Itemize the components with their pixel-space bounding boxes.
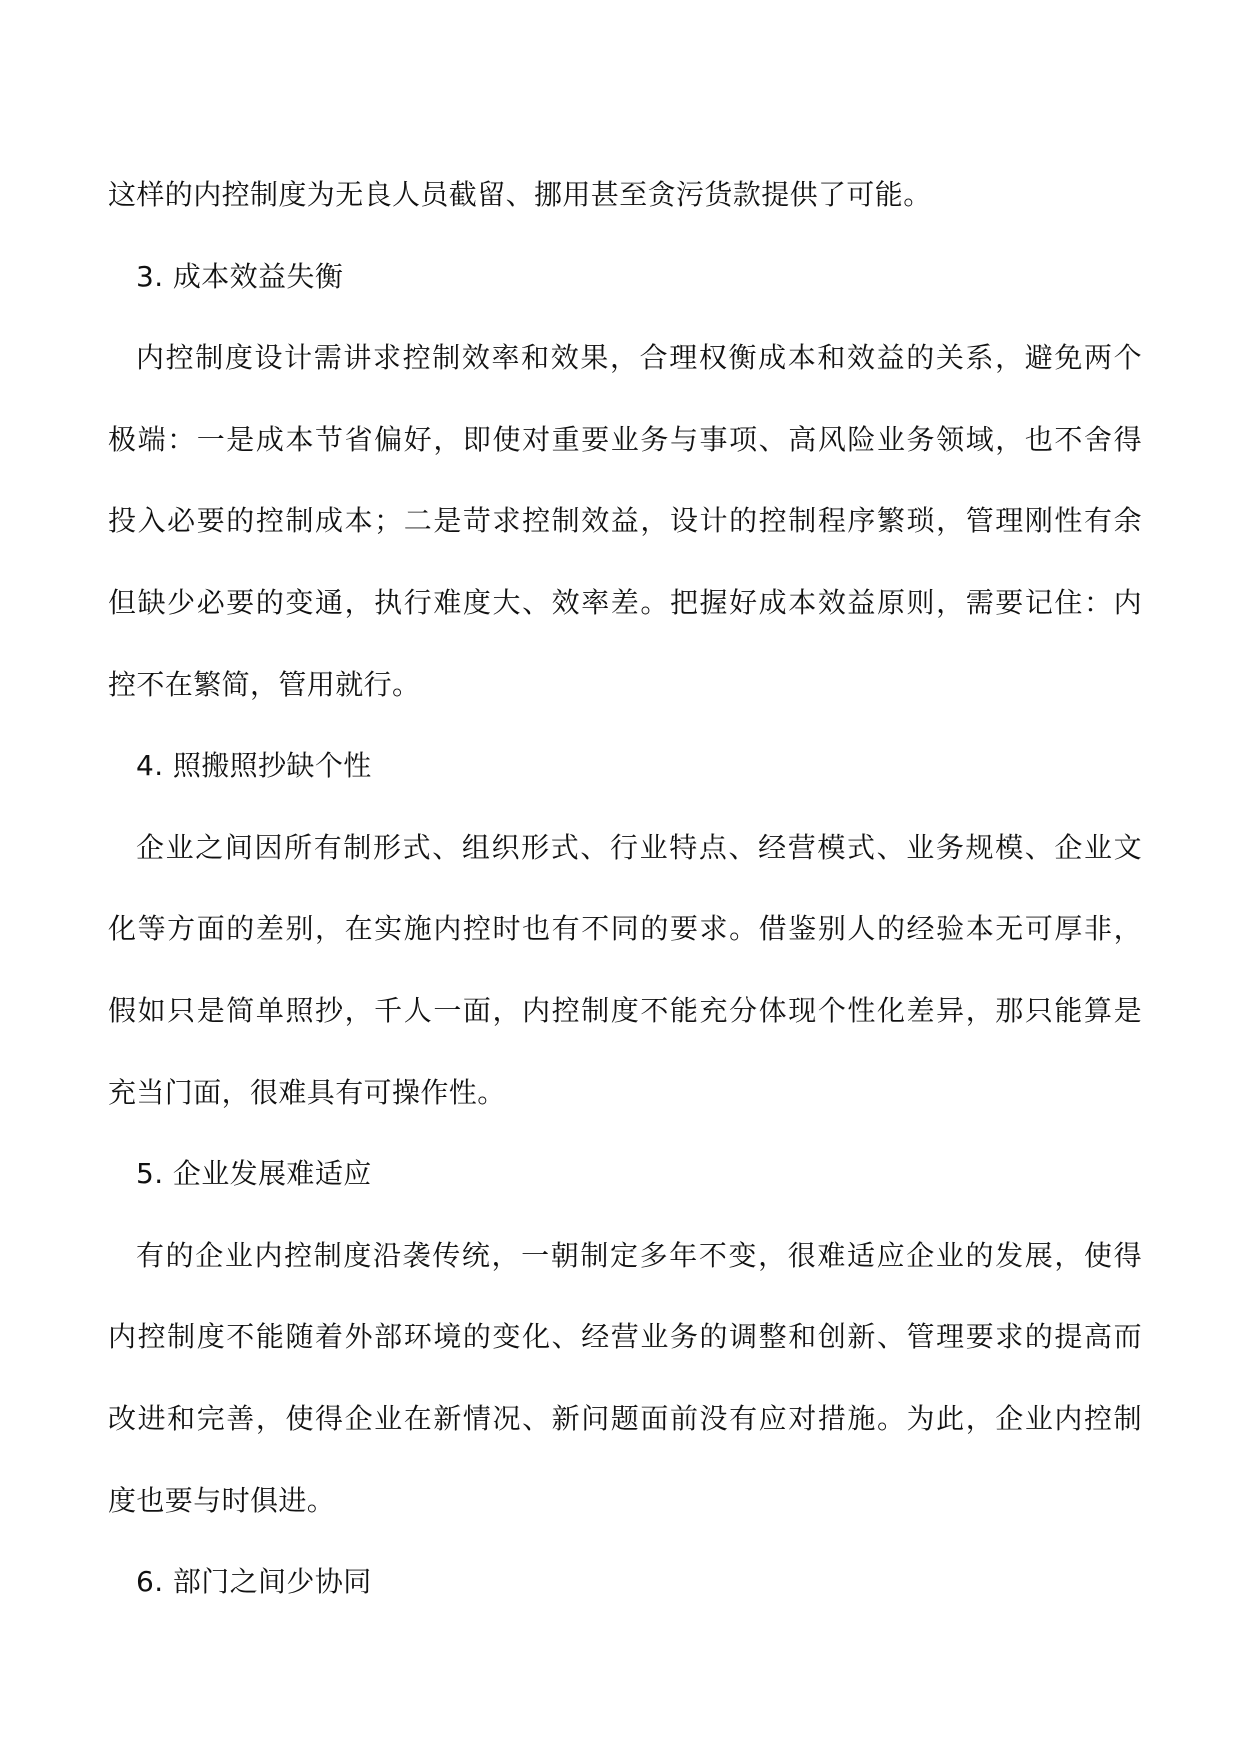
- section-heading: 6. 部门之间少协同: [136, 1565, 372, 1599]
- paragraph-line: 内控制度设计需讲求控制效率和效果，合理权衡成本和效益的关系，避免两个: [136, 341, 1142, 375]
- paragraph-line: 假如只是简单照抄，千人一面，内控制度不能充分体现个性化差异，那只能算是: [108, 993, 1142, 1027]
- paragraph-line: 但缺少必要的变通，执行难度大、效率差。把握好成本效益原则，需要记住：内: [108, 585, 1142, 619]
- paragraph-line: 极端：一是成本节省偏好，即使对重要业务与事项、高风险业务领域，也不舍得: [108, 422, 1142, 456]
- section-heading: 3. 成本效益失衡: [136, 259, 344, 293]
- document-body: [108, 154, 1142, 1623]
- paragraph-line: 企业之间因所有制形式、组织形式、行业特点、经营模式、业务规模、企业文: [136, 830, 1142, 864]
- section-heading: 5. 企业发展难适应: [136, 1157, 372, 1191]
- paragraph-line: 内控制度不能随着外部环境的变化、经营业务的调整和创新、管理要求的提高而: [108, 1320, 1142, 1354]
- paragraph-line: 化等方面的差别，在实施内控时也有不同的要求。借鉴别人的经验本无可厚非，: [108, 912, 1142, 946]
- paragraph-line: 投入必要的控制成本；二是苛求控制效益，设计的控制程序繁琐，管理刚性有余: [108, 504, 1142, 538]
- paragraph-line: 度也要与时俱进。: [108, 1483, 336, 1517]
- paragraph-line: 控不在繁简，管用就行。: [108, 667, 421, 701]
- paragraph-line: 这样的内控制度为无良人员截留、挪用甚至贪污货款提供了可能。: [108, 178, 932, 211]
- paragraph-line: 有的企业内控制度沿袭传统，一朝制定多年不变，很难适应企业的发展，使得: [136, 1238, 1142, 1272]
- paragraph-line: 充当门面，很难具有可操作性。: [108, 1075, 506, 1109]
- paragraph-line: 改进和完善，使得企业在新情况、新问题面前没有应对措施。为此，企业内控制: [108, 1401, 1142, 1435]
- section-heading: 4. 照搬照抄缺个性: [136, 749, 372, 783]
